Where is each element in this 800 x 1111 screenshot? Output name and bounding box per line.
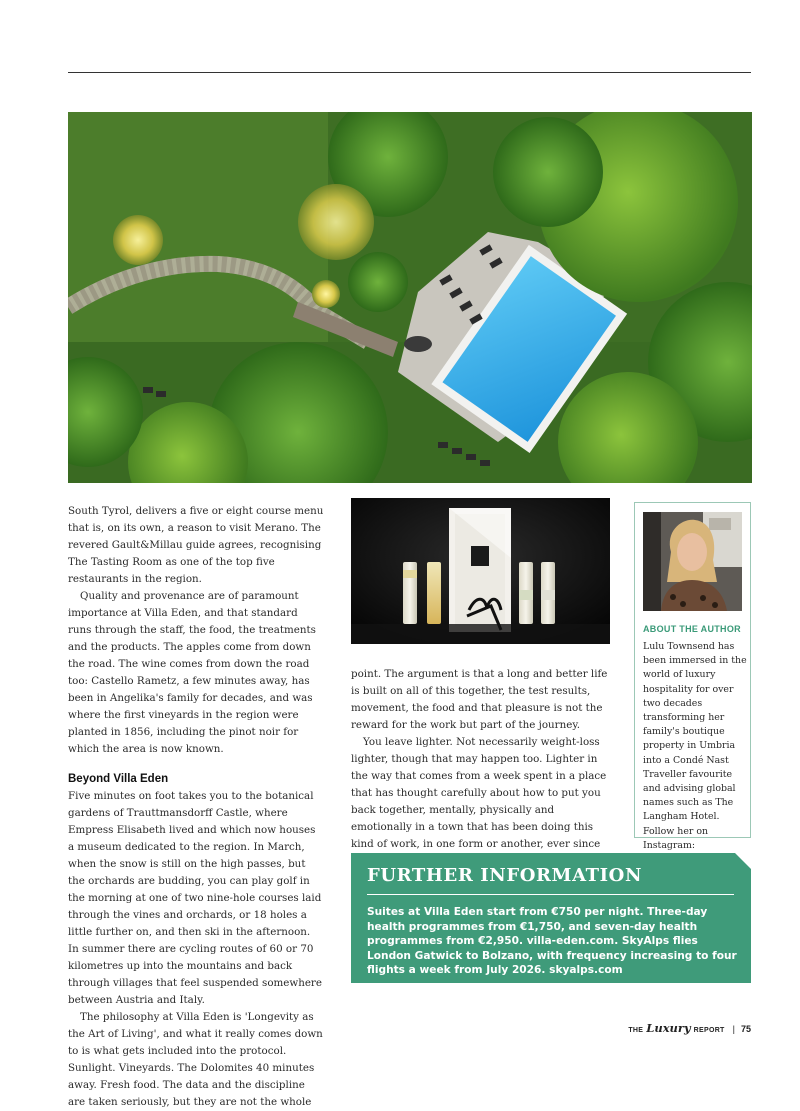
page-footer [628,1021,751,1035]
article-paragraph: South Tyrol, delivers a five or eight course menu that is, on its own, a reason to visit Merano. The revered Gault&Millau guide agrees, recognising The Tasting Room as one of the top five restaurants in the region. [68,505,324,585]
article-paragraph: The philosophy at Villa Eden is 'Longevity as the Art of Living', and what it really comes down to is what gets included into the protocol. Sunlight. Vineyards. The Dolomites 40 minutes away. Fresh food. The data and the discipline are taken seriously, but they are not the whole [68,1011,323,1108]
author-photo [643,512,742,611]
about-author-box [634,502,751,851]
author-portrait-illustration [643,512,742,611]
article-paragraph-final [351,734,613,871]
folded-corner [735,853,751,869]
aerial-pool-illustration [68,112,752,483]
skincare-products-photo [351,498,610,644]
article-paragraph: Five minutes on foot takes you to the botanical gardens of Trauttmansdorff Castle, where Empress Elisabeth lived and which now houses a museum dedicated to the region. In March, when the snow is still on the high passes, but the orchards are budding, you can play golf in the morning at one of two nine-hole courses laid through the vines and orchards, or 18 holes a little further on, and then ski in the afternoon. In summer there are cycling routes of 60 or 70 kilometres up into the mountains and back through villages that feel suspended somewhere between Austria and Italy. [68,790,322,1006]
info-divider [367,894,734,895]
further-information-heading: FURTHER INFORMATION [367,865,643,886]
footer-separator: | [732,1024,735,1034]
about-author-heading: ABOUT THE AUTHOR [643,624,741,634]
article-paragraph-text: You leave lighter. Not necessarily weight-loss lighter, though that may happen too. Lighter in the way that comes from a week spent in a place that has thought carefully about how to put you back together, mentally, physically and emotionally in a town that has been doing this kind of work, in one form or another, ever since [351,736,607,850]
aerial-pool-photo [68,112,752,483]
article-column-2 [351,666,613,871]
author-bio: Lulu Townsend has been immersed in the world of luxury hospitality for over two decades transforming her family's boutique property in Umbria into a Condé Nast Traveller favourite and advising global names such as The Langham Hotel. Follow her on Instagram: [643,641,747,851]
section-subheading: Beyond Villa Eden [68,773,169,785]
further-information-text: Suites at Villa Eden start from €750 per night. Three-day health programmes from €1,750, and seven-day health programmes from €2,950. villa-eden.com. SkyAlps flies London Gatwick to Bolzano, with frequency increasing to four flights a week from July 2026. skyalps.com [367,906,737,977]
article-column-1 [68,503,324,1111]
top-rule [68,72,751,73]
footer-luxury-wordmark: Luxury [646,1021,691,1035]
article-paragraph: point. The argument is that a long and better life is built on all of this together, the test results, movement, the food and that pleasure is not the reward for the work but part of the journey. [351,668,608,731]
footer-report: REPORT [693,1027,725,1034]
footer-the: THE [628,1027,644,1034]
further-information-box [351,853,751,983]
article-paragraph: Quality and provenance are of paramount importance at Villa Eden, and that standard runs through the staff, the food, the treatments and the products. The apples come from down the road. The wine comes from down the road too: Castello Rametz, a few minutes away, has been in Angelika's family for decades, and was where the first vineyards in the region were planted in 1856, including the pinot noir for which the area is now known. [68,590,316,755]
page-number: 75 [740,1024,751,1034]
skincare-products-illustration [351,498,610,644]
